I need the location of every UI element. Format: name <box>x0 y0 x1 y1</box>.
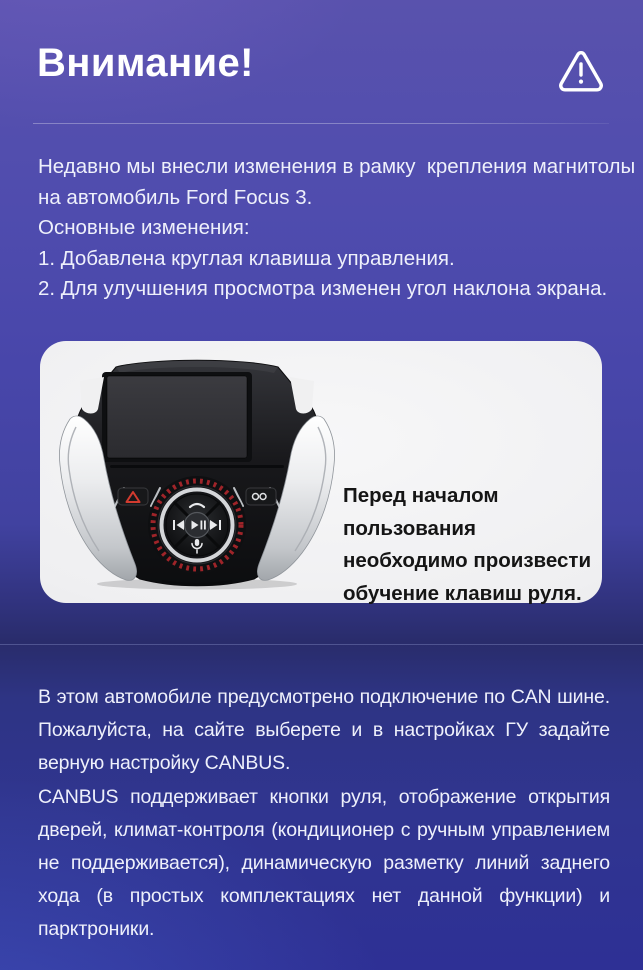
warning-triangle-icon <box>557 47 605 92</box>
intro-line: Основные изменения: <box>38 216 250 240</box>
intro-line: 1. Добавлена круглая клавиша управления. <box>38 246 455 270</box>
card-caption <box>343 480 595 610</box>
canbus-line: дверей, климат-контроля (кондиционер с ручным управлением <box>38 818 610 841</box>
info-card <box>40 341 602 603</box>
canbus-text <box>38 681 610 947</box>
canbus-line: не поддерживается), динамическую разметку линий заднего <box>38 852 610 875</box>
canbus-line: хода (в простых комплектациях нет данной функции) и <box>38 885 610 908</box>
page-title: Внимание! <box>37 41 254 85</box>
ford-focus-3-head-unit-photo <box>52 355 342 591</box>
title-divider <box>33 123 609 124</box>
caption-line: обучение клавиш руля. <box>343 581 582 605</box>
canbus-line: CANBUS поддерживает кнопки руля, отображение открытия <box>38 785 610 808</box>
canbus-line: парктроники. <box>38 918 155 941</box>
canbus-line: Пожалуйста, на сайте выберете и в настройках ГУ задайте <box>38 719 610 742</box>
caption-line: необходимо произвести <box>343 549 592 572</box>
section-seam-divider <box>0 644 643 645</box>
intro-line: Недавно мы внесли изменения в рамку крепления магнитолы <box>38 155 636 178</box>
caption-line: Перед началом пользования <box>343 484 499 540</box>
canbus-line: верную настройку CANBUS. <box>38 752 291 775</box>
intro-line: 2. Для улучшения просмотра изменен угол наклона экрана. <box>38 277 608 301</box>
intro-text <box>38 152 636 305</box>
canbus-line: В этом автомобиле предусмотрено подключение по CAN шине. <box>38 686 610 708</box>
intro-line: на автомобиль Ford Focus 3. <box>38 185 313 209</box>
